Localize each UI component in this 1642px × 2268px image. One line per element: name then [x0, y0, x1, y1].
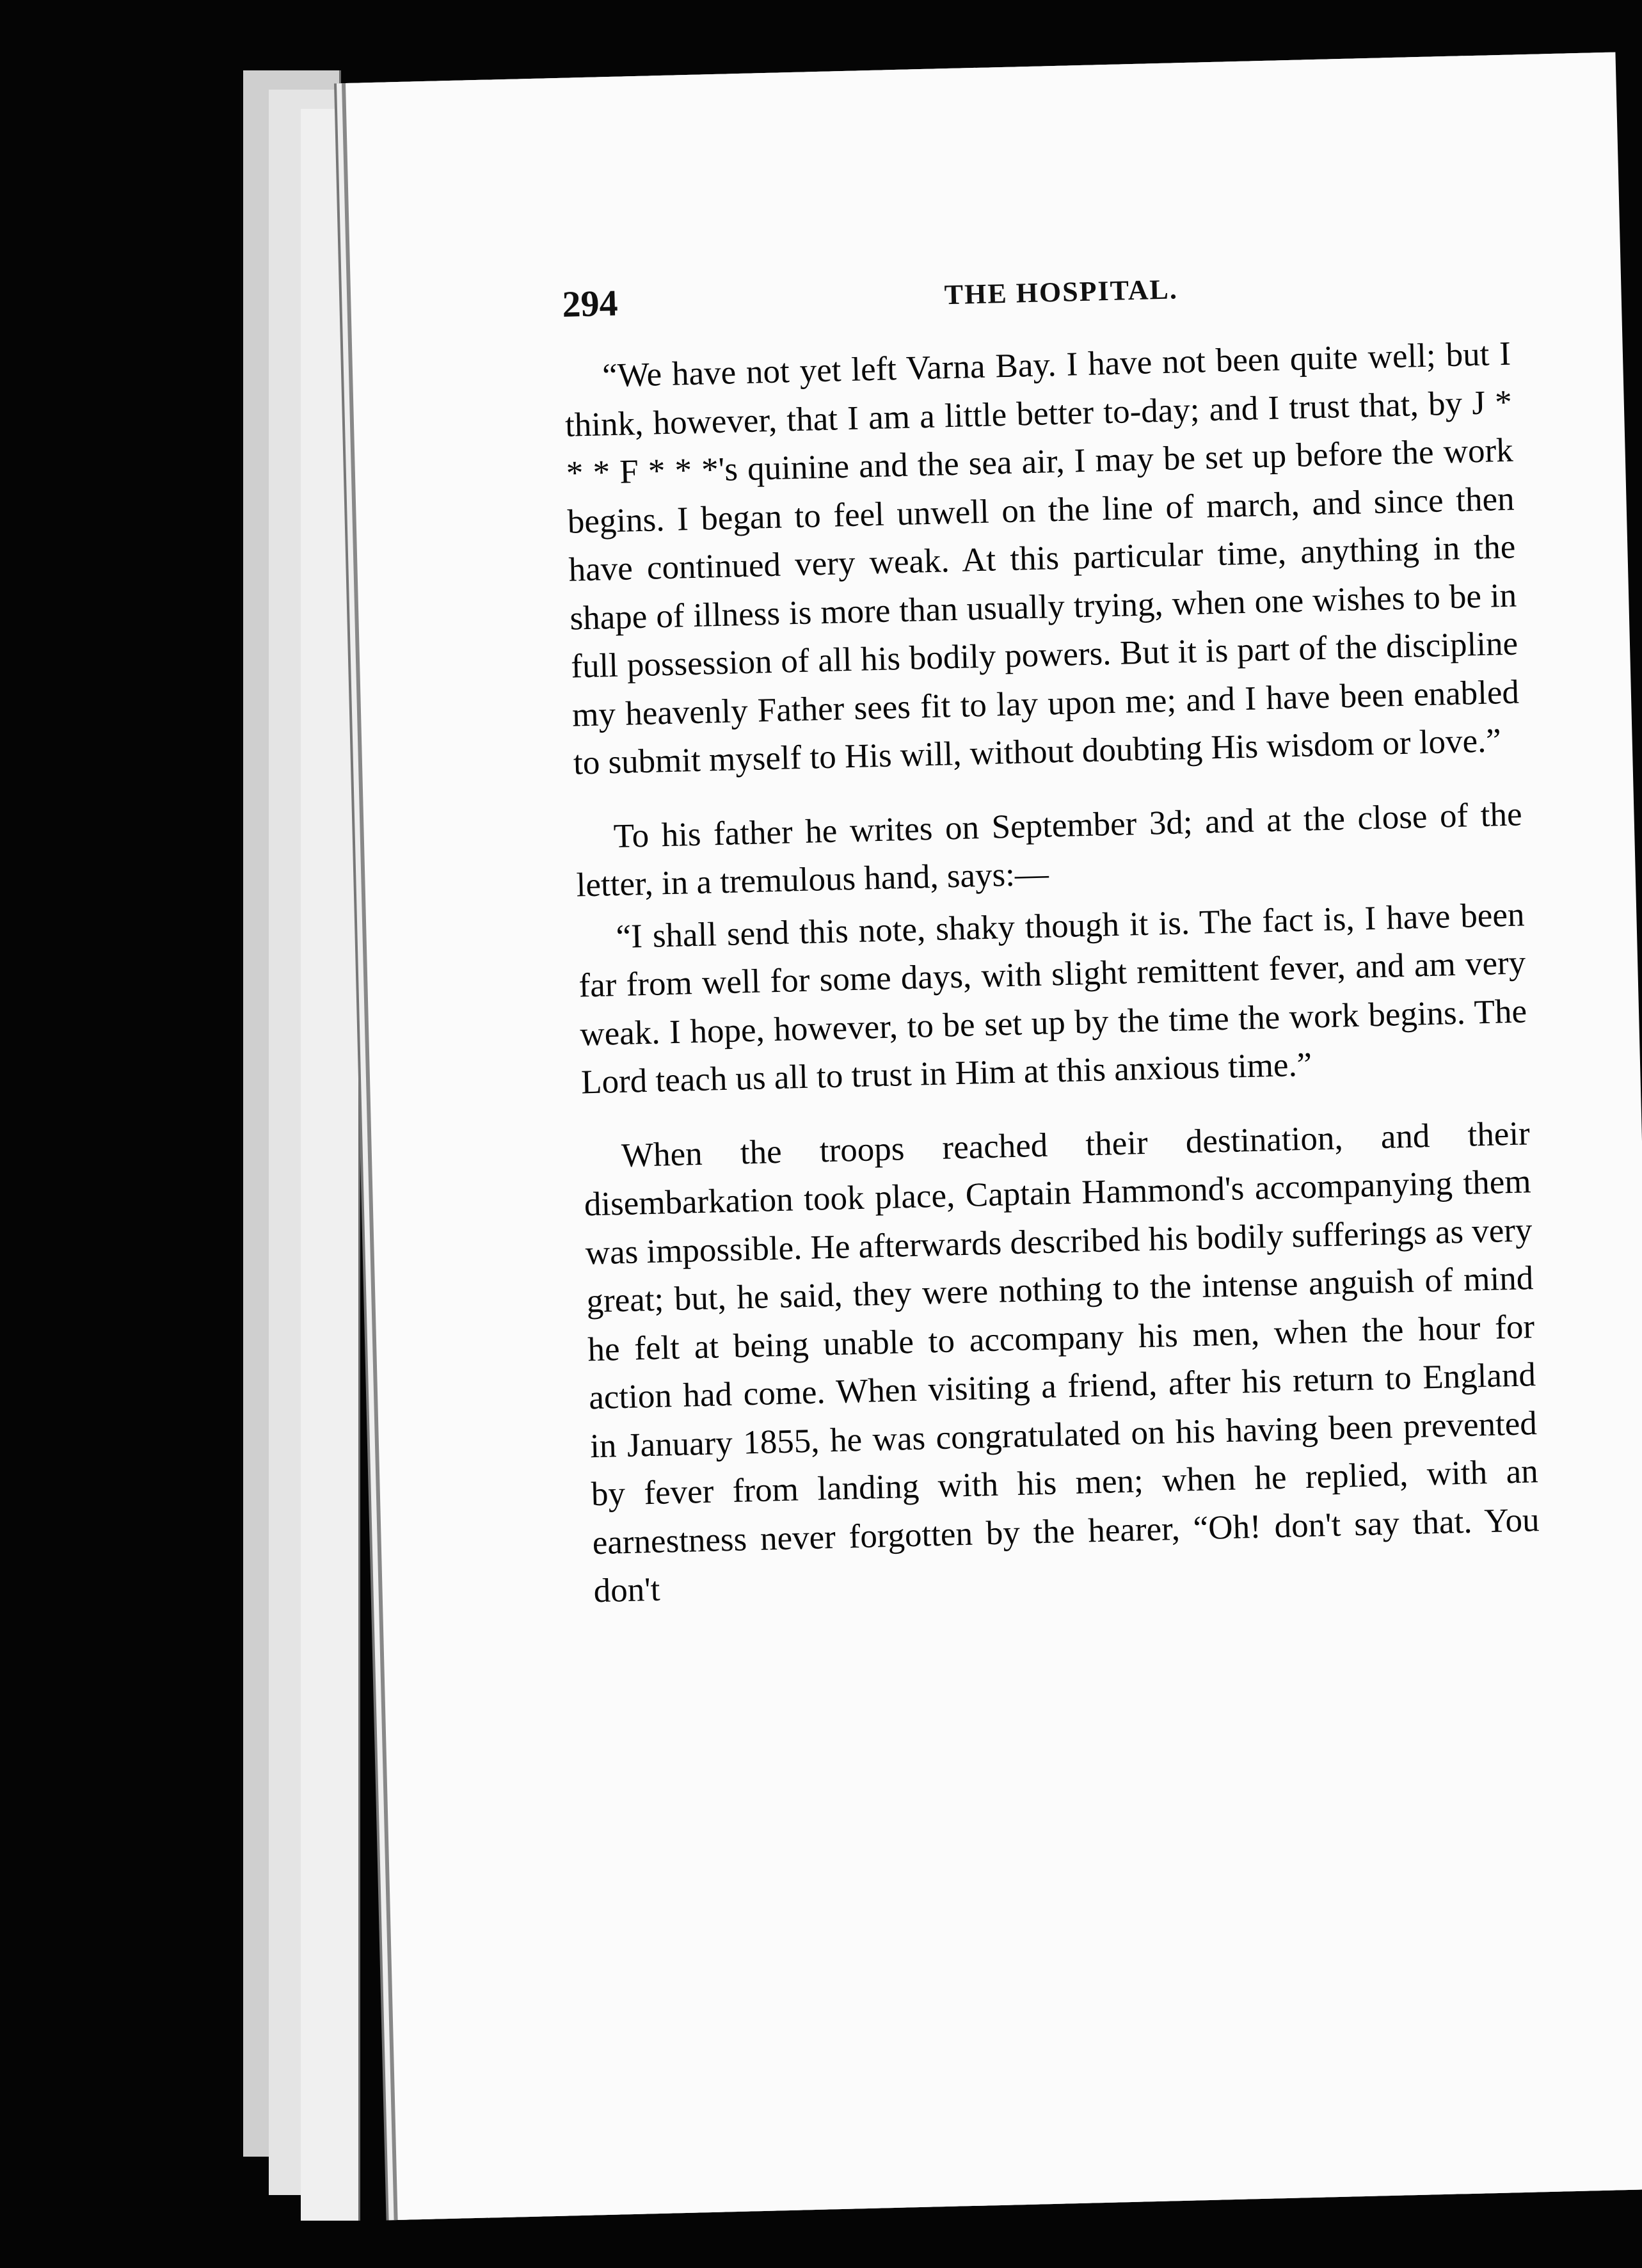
page-number: 294 [561, 282, 619, 325]
body-text [563, 330, 1541, 1616]
page-edge [301, 109, 360, 2221]
paragraph: “We have not yet left Varna Bay. I have not been quite well; but I think, however, that I am a little better to-day; and I trust that, by J * * * F * * *'s quinine and the sea air, I may be set up before the work begins. I began to feel unwell on the line of march, and since then have continued very weak. At this particular time, anything in the shape of illness is more than usually trying, when one wishes to be in full possession of all his bodily powers. But it is part of the discipline my heavenly Father sees fit to lay upon me; and I have been enabled to submit myself to His will, without doubting His wisdom or love.” [564, 335, 1520, 782]
paragraph: When the troops reached their destination, and their disembarkation took place, Captain Hammond's accompanying them was impossible. He afterwards described his bodily sufferings as very great; but, he said, they were nothing to the intense anguish of mind he felt at being unable to accompany his men, when the hour for action had come. When visiting a friend, after his return to England in January 1855, he was congratulated on his having been prevented by fever from landing with his men; when he replied, with an earnestness never forgotten by the hearer, “Oh! don't say that. You don't [584, 1114, 1540, 1610]
paragraph: “I shall send this note, shaky though it is. The fact is, I have been far from well for some days, with slight remittent fever, and am very weak. I hope, however, to be set up by the time the work begins. The Lord teach us all to trust in Him at this anxious time.” [578, 895, 1527, 1101]
page-header [562, 259, 1561, 334]
paragraph: To his father he writes on September 3d; and at the close of the letter, in a tremulous hand, says:— [576, 795, 1523, 904]
book-page [346, 52, 1642, 2221]
running-head: THE HOSPITAL. [944, 273, 1179, 311]
